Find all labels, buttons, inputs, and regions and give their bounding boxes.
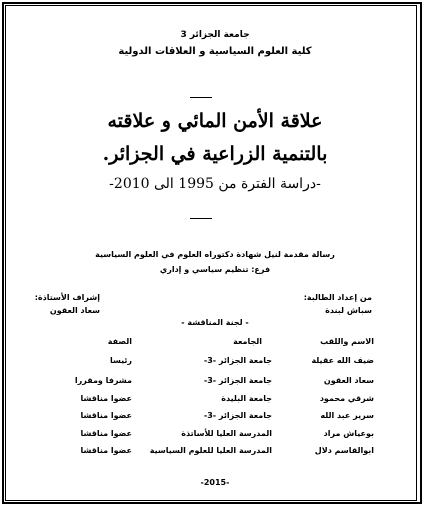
committee-title: - لجنة المناقشة -: [181, 318, 249, 327]
footer-year: -2015-: [200, 478, 230, 487]
member-role: رئيسا: [109, 356, 132, 365]
member-role: عضوا مناقشا: [80, 411, 132, 420]
member-name: بوعياش مراد: [323, 429, 374, 438]
faculty-name: كلية العلوم السياسية و العلاقات الدولية: [118, 46, 312, 57]
member-university: جامعة الجزائر -3-: [203, 356, 272, 365]
title-subtitle: -دراسة الفترة من 1995 الى 2010-: [109, 176, 321, 192]
student-name: سباش لبندة: [325, 306, 372, 315]
student-label: من إعداد الطالبة:: [303, 293, 372, 302]
top-divider: [190, 97, 212, 98]
member-university: جامعة الجزائر -3-: [203, 376, 272, 385]
header-university: الجامعة: [233, 337, 262, 346]
member-role: عضوا مناقشا: [80, 429, 132, 438]
member-university: المدرسة العليا للأساتذة: [181, 429, 272, 438]
member-role: عضوا مناقشا: [80, 446, 132, 455]
member-name: ابوالقاسم دلال: [314, 446, 374, 455]
member-name: سرير عبد الله: [320, 411, 374, 420]
title-line-2: بالتنمية الزراعية في الجزائر.: [102, 143, 328, 165]
university-name: جامعة الجزائر 3: [180, 30, 250, 40]
thesis-statement: رسالة مقدمة لنيل شهادة دكتوراه العلوم في العلوم السياسية: [95, 250, 335, 259]
supervisor-name: سعاد العقون: [49, 306, 100, 315]
header-role: الصفة: [107, 337, 132, 346]
thesis-branch: فرع: تنظيم سياسي و إداري: [159, 265, 271, 274]
supervisor-label: إشراف الأستاذة:: [34, 293, 100, 302]
member-name: سعاد العقون: [323, 376, 374, 385]
member-name: شرقي محمود: [319, 394, 374, 403]
member-role: مشرفا ومقررا: [74, 376, 132, 385]
member-university: جامعة البليدة: [221, 394, 272, 403]
member-university: المدرسة العليا للعلوم السياسية: [149, 446, 272, 455]
member-role: عضوا مناقشا: [80, 394, 132, 403]
member-name: ضيف الله عقيلة: [311, 356, 374, 365]
title-line-1: علاقة الأمن المائي و علاقته: [107, 110, 323, 132]
header-name: الاسم واللقب: [320, 337, 374, 346]
member-university: جامعة الجزائر -3-: [203, 411, 272, 420]
bottom-divider: [190, 218, 212, 219]
